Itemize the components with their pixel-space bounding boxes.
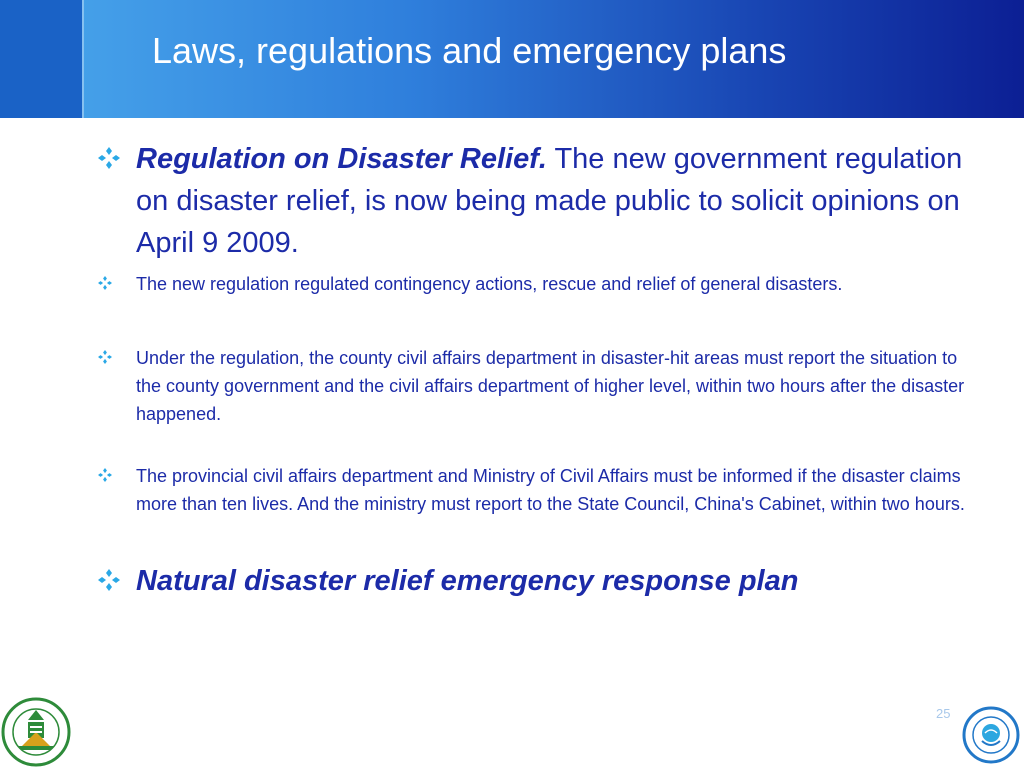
bullet-item <box>98 138 968 264</box>
slide-content <box>98 138 968 602</box>
page-number: 25 <box>936 706 951 721</box>
bullet-emphasis: Regulation on Disaster Relief. <box>136 143 547 175</box>
bullet-item <box>98 462 968 518</box>
bullet-item <box>98 344 968 428</box>
bullet-text: Under the regulation, the county civil affairs department in disaster-hit areas must report the situation to the county government and the civil affairs department of higher level, within two hours after the disaster happened. <box>136 348 965 424</box>
header-divider <box>82 0 84 118</box>
bullet-text: The provincial civil affairs department and Ministry of Civil Affairs must be informed if the disaster claims more than ten lives. And the ministry must report to the State Council, China's Cabinet, within two hours. <box>136 466 965 514</box>
diamond-bullet-icon <box>98 462 136 482</box>
diamond-bullet-icon <box>98 270 136 290</box>
bullet-text: The new regulation regulated contingency actions, rescue and relief of general disasters. <box>136 274 843 294</box>
header-accent-block <box>0 0 82 118</box>
seal-emblem-icon <box>958 697 1020 767</box>
ndrc-emblem-icon <box>0 696 72 768</box>
bullet-emphasis: Natural disaster relief emergency response plan <box>136 565 799 597</box>
bullet-text: The new government regulation on disaster relief, is now being made public to solicit opinions on April 9 2009. <box>136 143 963 259</box>
diamond-bullet-icon <box>98 560 136 591</box>
slide-title: Laws, regulations and emergency plans <box>152 30 787 71</box>
slide-header <box>0 0 1024 118</box>
bullet-item <box>98 270 968 298</box>
diamond-bullet-icon <box>98 344 136 364</box>
diamond-bullet-icon <box>98 138 136 169</box>
bullet-item <box>98 560 968 602</box>
